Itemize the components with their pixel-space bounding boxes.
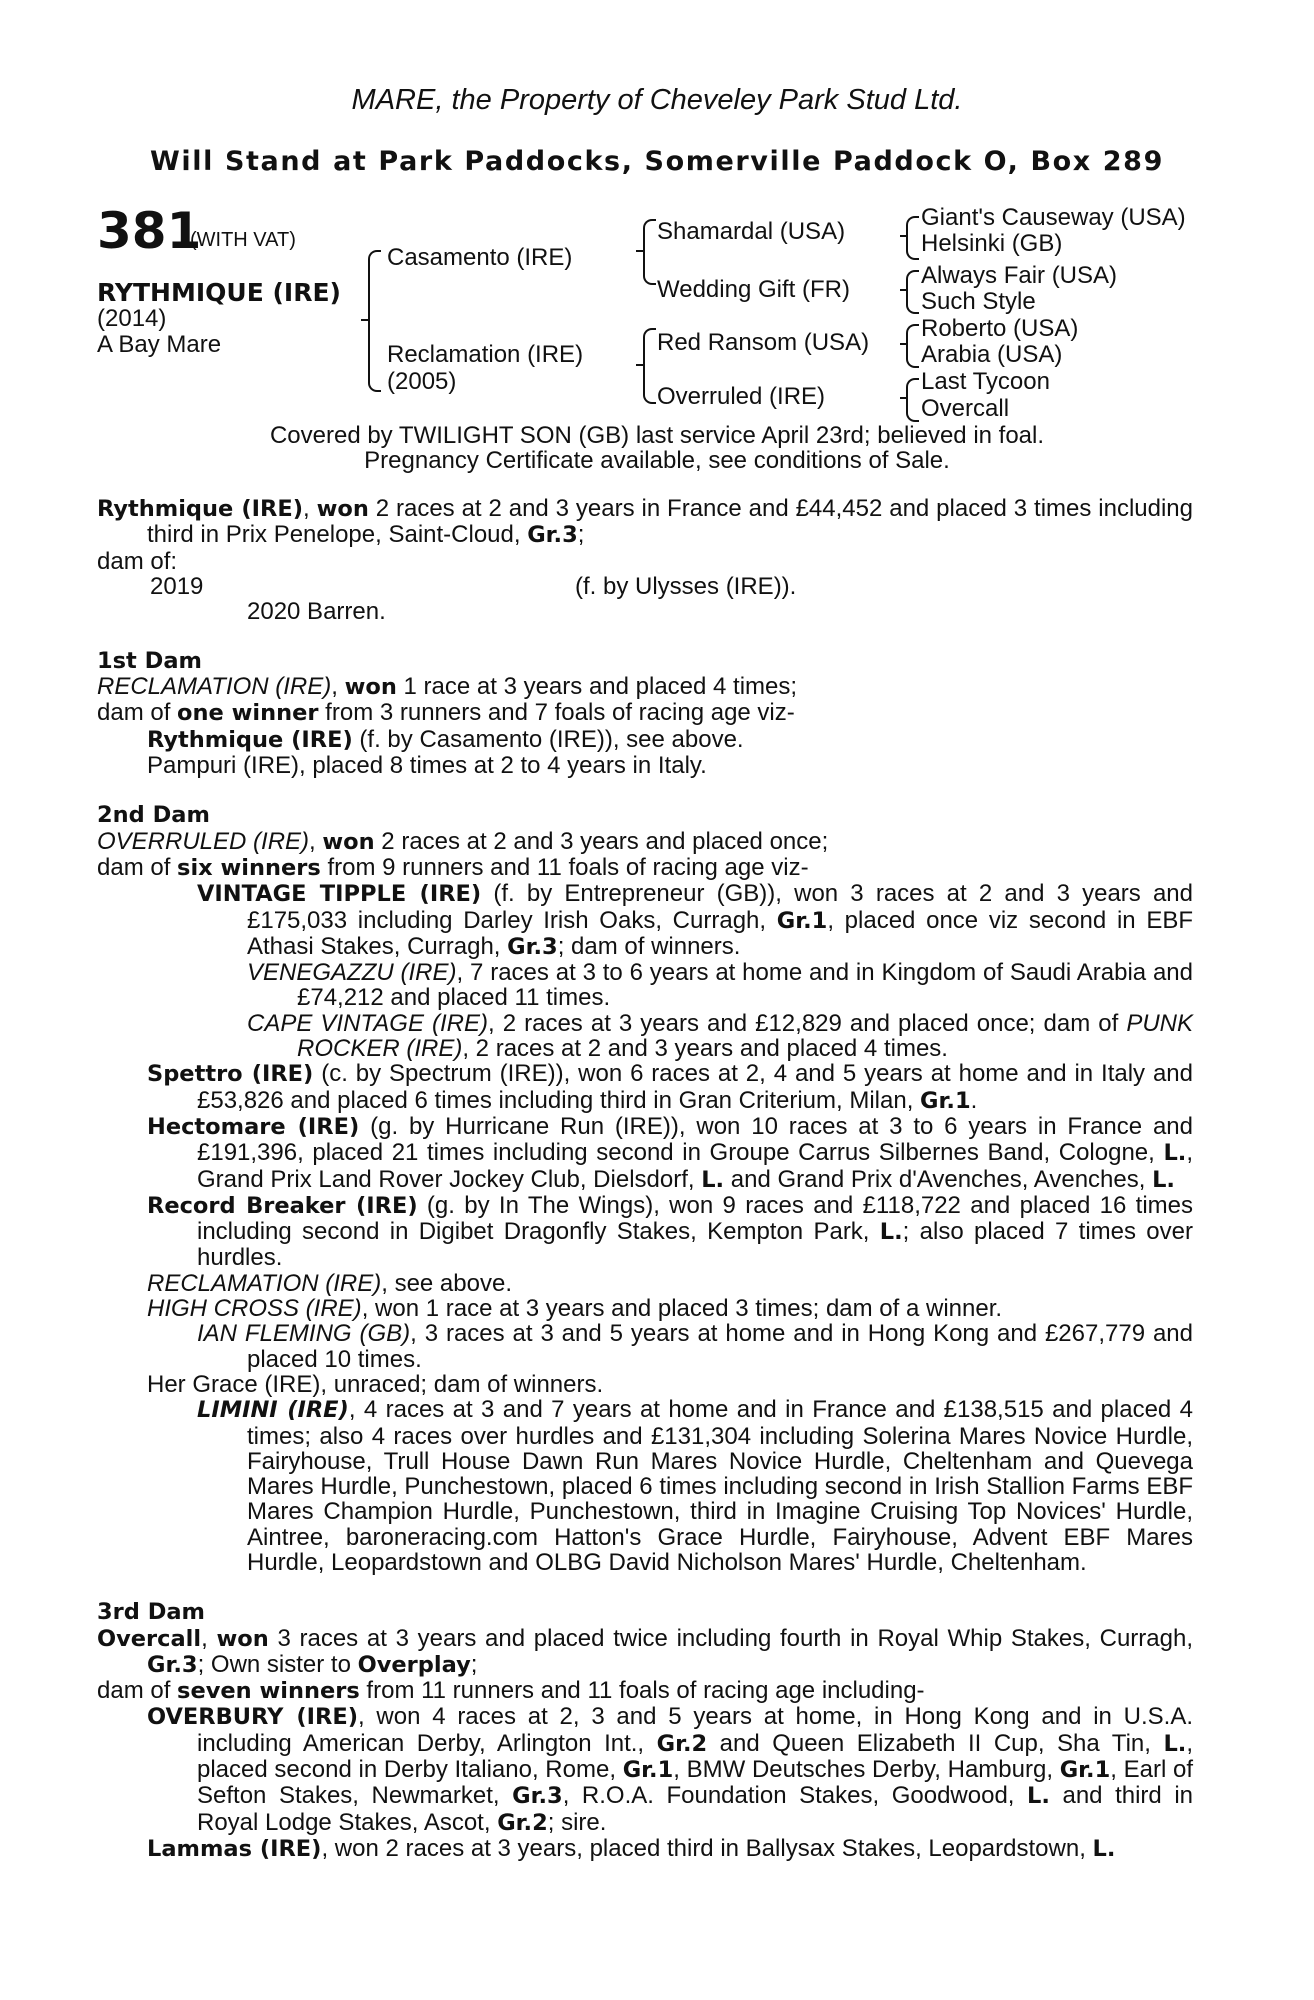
- race-record: (c. by Spectrum (IRE)), won 6 races at 2, 4 and 5 years at home and in Italy and £53,826 and placed 6 times including third in Gran Criterium, Milan,: [197, 1060, 1193, 1114]
- produce-entry: [97, 1296, 1193, 1321]
- horse-name-inline: Record Breaker (IRE): [147, 1192, 418, 1219]
- race-record: 3 races at 3 years and placed twice including fourth in Royal Whip Stakes, Curragh,: [268, 1624, 1193, 1652]
- catalogue-body: [97, 496, 1193, 1862]
- pedigree-bracket: [906, 378, 919, 422]
- race-record: , R.O.A. Foundation Stakes, Goodwood,: [562, 1782, 1028, 1810]
- property-line: MARE, the Property of Cheveley Park Stud Ltd.: [351, 84, 963, 116]
- pedigree-gen3: Last Tycoon: [921, 368, 1050, 395]
- lot-number: 381: [97, 202, 202, 260]
- section-heading-3rd-dam: 3rd Dam: [97, 1599, 205, 1626]
- dam-summary: [97, 829, 1193, 855]
- pedigree-gen3: Roberto (USA): [921, 315, 1079, 342]
- produce-entry: [97, 1704, 1193, 1835]
- pedigree-gen3: Such Style: [921, 288, 1036, 315]
- dam-name: Overcall: [97, 1625, 202, 1652]
- won-label: won: [322, 828, 375, 855]
- race-record: 2 races at 2 and 3 years in France and £44,452 and placed 3 times including third in Prix Penelope, Saint-Cloud,: [147, 495, 1194, 549]
- produce-barren: 2020 Barren.: [247, 597, 386, 625]
- punct: ,: [309, 827, 323, 855]
- horse-name-inline: HIGH CROSS (IRE): [147, 1295, 362, 1323]
- race-record: , 2 races at 3 years and £12,829 and placed once; dam of: [488, 1009, 1127, 1037]
- grade-label: Gr.1: [1059, 1757, 1111, 1784]
- grade-label: L.: [701, 1166, 725, 1193]
- race-record: , won 2 races at 3 years, placed third in Ballysax Stakes, Leopardstown,: [321, 1834, 1093, 1862]
- produce-entry: [97, 1114, 1193, 1193]
- pedigree-bracket: [906, 270, 919, 314]
- grade-label: Gr.2: [656, 1730, 708, 1757]
- race-record: (f. by Entrepreneur (GB)), won 3 races at 2 and 3 years and £175,033 including Darley Irish Oaks, Curragh,: [247, 880, 1193, 934]
- race-record: , Earl of Sefton Stakes, Newmarket,: [197, 1756, 1193, 1810]
- produce-entry: [97, 1321, 1193, 1372]
- produce-entry: [97, 960, 1193, 1011]
- horse-name-inline: VENEGAZZU (IRE): [247, 959, 457, 987]
- race-record: and third in Royal Lodge Stakes, Ascot,: [197, 1782, 1193, 1836]
- pedigree-bracket-tip: [900, 343, 907, 345]
- winners-count: one winner: [177, 700, 319, 727]
- covering-line: Covered by TWILIGHT SON (GB) last service April 23rd; believed in foal.: [269, 422, 1045, 449]
- pedigree-sire-dam: Wedding Gift (FR): [657, 276, 850, 303]
- race-record: , Grand Prix Land Rover Jockey Club, Dielsdorf,: [197, 1139, 1193, 1193]
- horse-name-inline: CAPE VINTAGE (IRE): [247, 1009, 489, 1037]
- race-record: 2 races at 2 and 3 years and placed once;: [374, 827, 829, 855]
- punct: ;: [577, 521, 585, 549]
- pedigree-gen3: Always Fair (USA): [921, 262, 1118, 289]
- grade-label: Gr.2: [497, 1809, 548, 1836]
- vat-label: (WITH VAT): [190, 229, 296, 251]
- race-record: ; dam of winners.: [557, 932, 741, 960]
- pedigree-sire-sire: Shamardal (USA): [657, 218, 846, 245]
- pedigree-bracket: [906, 324, 919, 368]
- produce-entry: Her Grace (IRE), unraced; dam of winners.: [147, 1370, 604, 1398]
- grade-label: Gr.3: [507, 933, 558, 960]
- covering-note: [0, 423, 1314, 473]
- horse-name-inline: Lammas (IRE): [147, 1835, 322, 1862]
- pedigree-bracket-tip: [900, 289, 907, 291]
- horse-name-inline: Spettro (IRE): [147, 1061, 314, 1088]
- produce-entry: [97, 727, 1193, 753]
- horse-name-inline: PUNK ROCKER (IRE): [297, 1009, 1193, 1063]
- race-record: , won 4 races at 2, 3 and 5 years at home, in Hong Kong and in U.S.A. including American Derby, Arlington Int.,: [197, 1703, 1193, 1757]
- horse-name-inline: LIMINI (IRE): [197, 1397, 349, 1424]
- pedigree-sire: Casamento (IRE): [387, 244, 573, 271]
- winners-count: seven winners: [177, 1678, 360, 1705]
- pedigree-bracket-tip: [900, 235, 907, 237]
- race-record: (f. by Casamento (IRE)), see above.: [352, 725, 744, 753]
- grade-label: L.: [1092, 1835, 1116, 1862]
- horse-name-inline: Rythmique (IRE): [97, 496, 303, 522]
- race-record: , 7 races at 3 to 6 years at home and in Kingdom of Saudi Arabia and £74,212 and placed 11 times.: [297, 959, 1193, 1012]
- grade-label: Gr.1: [776, 907, 828, 934]
- runners-count: from 3 runners and 7 foals of racing age viz-: [318, 699, 795, 727]
- won-label: won: [344, 674, 397, 701]
- runners-count: from 11 runners and 11 foals of racing age including-: [359, 1677, 925, 1705]
- horse-name-inline: VINTAGE TIPPLE (IRE): [197, 881, 482, 908]
- race-record: and Queen Elizabeth II Cup, Sha Tin,: [707, 1729, 1164, 1757]
- pedigree-bracket: [643, 219, 656, 285]
- horse-name: RYTHMIQUE (IRE): [97, 278, 341, 307]
- punct: .: [970, 1086, 978, 1114]
- pedigree-gen3: Helsinki (GB): [921, 230, 1063, 257]
- horse-name-inline: Rythmique (IRE): [147, 726, 353, 753]
- produce-entry: Pampuri (IRE), placed 8 times at 2 to 4 years in Italy.: [147, 752, 707, 780]
- race-record: , BMW Deutsches Derby, Hamburg,: [673, 1756, 1060, 1784]
- dam-of-line: [97, 700, 1193, 726]
- dam-summary: [97, 674, 1193, 700]
- dam-of-label: dam of: [97, 853, 178, 881]
- pedigree-bracket: [906, 216, 919, 260]
- race-record: ; also placed 7 times over hurdles.: [197, 1218, 1193, 1272]
- race-record: (g. by In The Wings), won 9 races and £118,722 and placed 16 times including second in Digibet Dragonfly Stakes, Kempton Park,: [197, 1191, 1193, 1246]
- winners-count: six winners: [177, 854, 321, 881]
- grade-label: Gr.1: [622, 1757, 674, 1784]
- dam-of-line: [97, 855, 1193, 881]
- pedigree-dam-year: (2005): [387, 368, 457, 395]
- stand-line: Will Stand at Park Paddocks, Somerville Paddock O, Box 289: [150, 146, 1164, 177]
- race-record: and Grand Prix d'Avenches, Avenches,: [724, 1165, 1153, 1193]
- race-record: 1 race at 3 years and placed 4 times;: [396, 673, 798, 701]
- produce-entry: [97, 1271, 1193, 1296]
- won-label: won: [316, 496, 369, 522]
- pedigree-dam-sire: Red Ransom (USA): [657, 329, 870, 356]
- horse-name-inline: OVERBURY (IRE): [147, 1704, 358, 1731]
- horse-description: A Bay Mare: [97, 331, 222, 358]
- race-record: , placed once viz second in EBF Athasi Stakes, Curragh,: [247, 906, 1193, 960]
- race-record: , 4 races at 3 and 7 years at home and in France and £138,515 and placed 4 times; also 4 races over hurdles and £131,304 including Solerina Mares Novice Hurdle, Fairyhouse, Trull House Dawn Run Mares Novice Hurdle, Cheltenham and Quevega Mares Hurdle, Punchestown, placed 6 times including second in Irish Stallion Farms EBF Mares Champion Hurdle, Punchestown, third in Imagine Cruising Top Novices' Hurdle, Aintree, baroneracing.com Hatton's Grace Hurdle, Fairyhouse, Advent EBF Mares Hurdle, Leopardstown and OLBG David Nicholson Mares' Hurdle, Cheltenham.: [247, 1396, 1193, 1576]
- produce-entry: [97, 1011, 1193, 1062]
- dam-name: RECLAMATION (IRE): [97, 673, 332, 701]
- runners-count: from 9 runners and 11 foals of racing age viz-: [320, 853, 809, 881]
- race-record: , see above.: [381, 1269, 512, 1297]
- produce-entry: [97, 1061, 1193, 1114]
- grade-label: L.: [1163, 1730, 1187, 1757]
- section-heading-1st-dam: 1st Dam: [97, 647, 202, 674]
- pedigree-bracket: [643, 328, 656, 404]
- pedigree-dam-dam: Overruled (IRE): [657, 383, 826, 410]
- dam-of-line: [97, 1678, 1193, 1704]
- dam-of-label: dam of: [97, 1677, 178, 1705]
- produce-year: 2019: [150, 572, 204, 600]
- pedigree-gen3: Overcall: [921, 395, 1010, 422]
- horse-name-inline: RECLAMATION (IRE): [147, 1269, 382, 1297]
- race-record: , won 1 race at 3 years and placed 3 times; dam of a winner.: [361, 1295, 1003, 1323]
- race-record: (g. by Hurricane Run (IRE)), won 10 races at 3 to 6 years in France and £191,396, placed 21 times including second in Groupe Carrus Silbernes Band, Cologne,: [197, 1112, 1193, 1167]
- pedigree-bracket-tip: [900, 397, 907, 399]
- pedigree-bracket-tip: [636, 250, 643, 252]
- produce-entry: [97, 881, 1193, 960]
- dam-of-label: dam of: [97, 699, 178, 727]
- race-record: , placed second in Derby Italiano, Rome,: [197, 1729, 1193, 1784]
- produce-sire: (f. by Ulysses (IRE)).: [575, 572, 797, 600]
- won-label: won: [216, 1625, 269, 1652]
- dam-name: OVERRULED (IRE): [97, 827, 310, 855]
- grade-label: Gr.3: [512, 1783, 563, 1810]
- produce-entry: [97, 1397, 1193, 1575]
- punct: ;: [470, 1650, 478, 1678]
- pedigree-bracket-tip: [361, 319, 368, 321]
- grade-label: L.: [1163, 1140, 1187, 1167]
- produce-entry: [97, 1193, 1193, 1271]
- horse-name-inline: IAN FLEMING (GB): [197, 1320, 411, 1348]
- pedigree-dam: Reclamation (IRE): [387, 341, 584, 368]
- pedigree-gen3: Arabia (USA): [921, 341, 1063, 368]
- grade-label: L.: [879, 1219, 903, 1246]
- section-heading-2nd-dam: 2nd Dam: [97, 802, 210, 829]
- pedigree-gen3: Giant's Causeway (USA): [921, 204, 1186, 231]
- grade-label: Gr.3: [527, 522, 578, 549]
- produce-record: [97, 574, 1193, 624]
- grade-label: L.: [1027, 1783, 1050, 1810]
- grade-label: Gr.1: [920, 1087, 971, 1114]
- horse-name-inline: Hectomare (IRE): [147, 1113, 360, 1140]
- race-record: ; Own sister to: [197, 1650, 358, 1678]
- horse-year: (2014): [97, 305, 167, 332]
- dam-of-label: dam of:: [97, 547, 178, 575]
- dam-summary: [97, 1626, 1193, 1679]
- punct: ,: [201, 1624, 217, 1652]
- pedigree-bracket-tip: [636, 364, 643, 366]
- race-record: , 2 races at 2 and 3 years and placed 4 times.: [462, 1035, 948, 1063]
- race-record: ; sire.: [547, 1808, 607, 1836]
- grade-label: Gr.3: [147, 1651, 198, 1678]
- pregnancy-line: Pregnancy Certificate available, see conditions of Sale.: [364, 447, 950, 474]
- punct: ,: [331, 673, 345, 701]
- produce-entry: [97, 1836, 1193, 1862]
- horse-name-inline: Overplay: [357, 1651, 471, 1678]
- pedigree-bracket: [368, 250, 381, 392]
- intro-paragraph: Rythmique (IRE), won 2 races at 2 and 3 years in France and £44,452 and placed 3 times including third in Prix Penelope, Saint-Cloud, Gr.3;: [97, 495, 1194, 549]
- race-record: , 3 races at 3 and 5 years at home and in Hong Kong and £267,779 and placed 10 times.: [247, 1320, 1193, 1373]
- grade-label: L.: [1152, 1166, 1175, 1193]
